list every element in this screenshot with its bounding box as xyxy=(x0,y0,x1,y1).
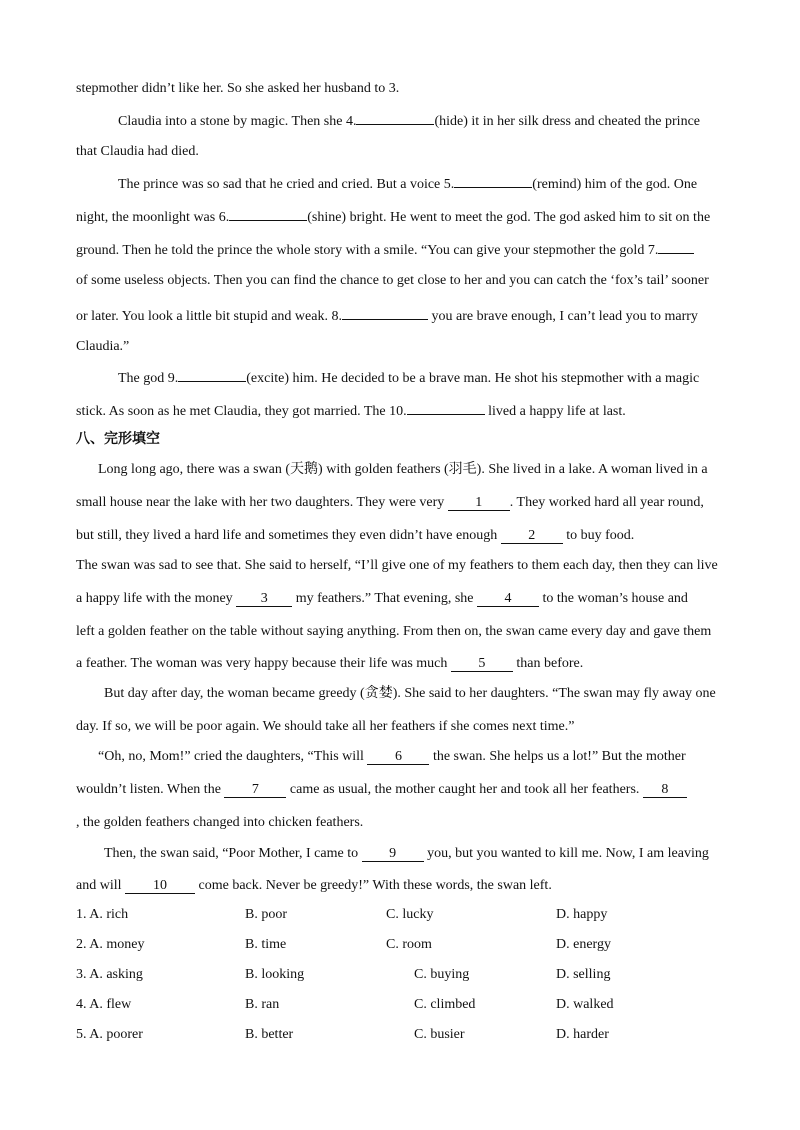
answer-blank[interactable] xyxy=(229,206,307,221)
passage-line xyxy=(76,557,718,575)
passage-line xyxy=(76,80,399,98)
passage-line xyxy=(118,173,697,194)
text: a happy life with the money xyxy=(76,591,237,606)
answer-blank[interactable] xyxy=(407,400,485,415)
passage-line xyxy=(76,527,634,545)
text: to the woman’s house and xyxy=(538,591,688,606)
option-d[interactable]: D. selling xyxy=(556,967,611,982)
passage-line xyxy=(104,685,716,703)
passage-line xyxy=(76,781,687,799)
text: than before. xyxy=(512,656,584,671)
cloze-blank[interactable]: 4 xyxy=(477,591,539,607)
text: of some useless objects. Then you can find the chance to get close to her and you can catch the ‘fox’s tail’ sooner xyxy=(76,273,709,288)
cloze-blank[interactable]: 9 xyxy=(362,846,424,862)
option-a[interactable]: 4. A. flew xyxy=(76,997,132,1012)
option-d[interactable]: D. harder xyxy=(556,1027,609,1042)
text: small house near the lake with her two daughters. They were very xyxy=(76,495,448,510)
passage-line xyxy=(76,590,688,608)
passage-line xyxy=(76,655,583,673)
option-c[interactable]: C. buying xyxy=(414,967,470,982)
text: The prince was so sad that he cried and cried. But a voice 5. xyxy=(118,177,455,192)
passage-line xyxy=(76,623,711,641)
option-c[interactable]: C. climbed xyxy=(414,997,476,1012)
cloze-blank[interactable]: 6 xyxy=(367,749,429,765)
answer-blank[interactable] xyxy=(658,239,694,254)
passage-line xyxy=(104,845,709,863)
text: day. If so, we will be poor again. We should take all her feathers if she comes next time.” xyxy=(76,719,575,734)
option-a[interactable]: 1. A. rich xyxy=(76,907,129,922)
cloze-blank[interactable]: 7 xyxy=(224,782,286,798)
option-a[interactable]: 3. A. asking xyxy=(76,967,143,982)
text: Claudia.” xyxy=(76,339,130,354)
passage-line xyxy=(76,239,694,260)
text: stick. As soon as he met Claudia, they got married. The 10. xyxy=(76,404,407,419)
cloze-blank[interactable]: 2 xyxy=(501,528,563,544)
text: a feather. The woman was very happy because their life was much xyxy=(76,656,451,671)
text: wouldn’t listen. When the xyxy=(76,782,225,797)
text: Claudia into a stone by magic. Then she 4. xyxy=(118,114,357,129)
text: Long long ago, there was a swan (天鹅) with golden feathers (羽毛). She lived in a lake. A woman lived in a xyxy=(98,462,708,477)
option-d[interactable]: D. happy xyxy=(556,907,608,922)
cloze-blank[interactable]: 10 xyxy=(125,878,195,894)
option-b[interactable]: B. poor xyxy=(245,907,287,922)
passage-line xyxy=(98,748,686,766)
answer-blank[interactable] xyxy=(178,367,246,382)
passage-line xyxy=(76,272,709,290)
text: or later. You look a little bit stupid and weak. 8. xyxy=(76,309,342,324)
text: ground. Then he told the prince the whole story with a smile. “You can give your stepmother the gold 7. xyxy=(76,243,659,258)
option-d[interactable]: D. walked xyxy=(556,997,614,1012)
passage-line xyxy=(76,206,710,227)
text: come back. Never be greedy!” With these words, the swan left. xyxy=(195,878,552,893)
text: my feathers.” That evening, she xyxy=(292,591,477,606)
option-c[interactable]: C. room xyxy=(386,937,432,952)
option-b[interactable]: B. ran xyxy=(245,997,280,1012)
passage-line xyxy=(76,718,574,736)
text: the swan. She helps us a lot!” But the mother xyxy=(429,749,686,764)
section-heading: 八、完形填空 xyxy=(76,431,160,447)
cloze-blank[interactable]: 1 xyxy=(448,495,510,511)
text: The swan was sad to see that. She said to herself, “I’ll give one of my feathers to them each day, then they can live xyxy=(76,558,718,573)
text: stepmother didn’t like her. So she asked her husband to 3. xyxy=(76,81,400,96)
option-b[interactable]: B. better xyxy=(245,1027,294,1042)
passage-line xyxy=(76,494,704,512)
text: (hide) it in her silk dress and cheated the prince xyxy=(434,114,700,129)
option-b[interactable]: B. looking xyxy=(245,967,305,982)
cloze-blank[interactable]: 8 xyxy=(643,782,687,798)
option-a[interactable]: 5. A. poorer xyxy=(76,1027,143,1042)
text: came as usual, the mother caught her and took all her feathers. xyxy=(286,782,643,797)
passage-line xyxy=(76,143,199,161)
text: The god 9. xyxy=(118,371,179,386)
passage-line xyxy=(98,461,708,479)
text: but still, they lived a hard life and sometimes they even didn’t have enough xyxy=(76,528,501,543)
answer-blank[interactable] xyxy=(342,305,428,320)
text: (shine) bright. He went to meet the god. The god asked him to sit on the xyxy=(307,210,711,225)
cloze-blank[interactable]: 5 xyxy=(451,656,513,672)
cloze-blank[interactable]: 3 xyxy=(236,591,292,607)
passage-line xyxy=(76,400,626,421)
text: (excite) him. He decided to be a brave man. He shot his stepmother with a magic xyxy=(246,371,700,386)
text: “Oh, no, Mom!” cried the daughters, “This will xyxy=(98,749,368,764)
text: Then, the swan said, “Poor Mother, I came to xyxy=(104,846,362,861)
answer-blank[interactable] xyxy=(454,173,532,188)
text: you are brave enough, I can’t lead you to marry xyxy=(427,309,698,324)
option-a[interactable]: 2. A. money xyxy=(76,937,145,952)
passage-line xyxy=(76,305,698,326)
text: you, but you wanted to kill me. Now, I am leaving xyxy=(423,846,709,861)
passage-line xyxy=(76,877,552,895)
text: (remind) him of the god. One xyxy=(532,177,698,192)
text: lived a happy life at last. xyxy=(484,404,626,419)
passage-line xyxy=(76,814,363,832)
option-c[interactable]: C. lucky xyxy=(386,907,434,922)
text: that Claudia had died. xyxy=(76,144,199,159)
answer-blank[interactable] xyxy=(356,110,434,125)
text: But day after day, the woman became greedy (贪婪). She said to her daughters. “The swan may fly away one xyxy=(104,686,716,701)
text: . They worked hard all year round, xyxy=(509,495,704,510)
option-c[interactable]: C. busier xyxy=(414,1027,465,1042)
text: night, the moonlight was 6. xyxy=(76,210,230,225)
passage-line xyxy=(118,110,700,131)
text: , the golden feathers changed into chicken feathers. xyxy=(76,815,364,830)
option-b[interactable]: B. time xyxy=(245,937,287,952)
text: to buy food. xyxy=(562,528,635,543)
option-d[interactable]: D. energy xyxy=(556,937,611,952)
text: left a golden feather on the table without saying anything. From then on, the swan came every day and gave them xyxy=(76,624,712,639)
passage-line xyxy=(118,367,699,388)
text: and will xyxy=(76,878,125,893)
passage-line xyxy=(76,338,129,356)
